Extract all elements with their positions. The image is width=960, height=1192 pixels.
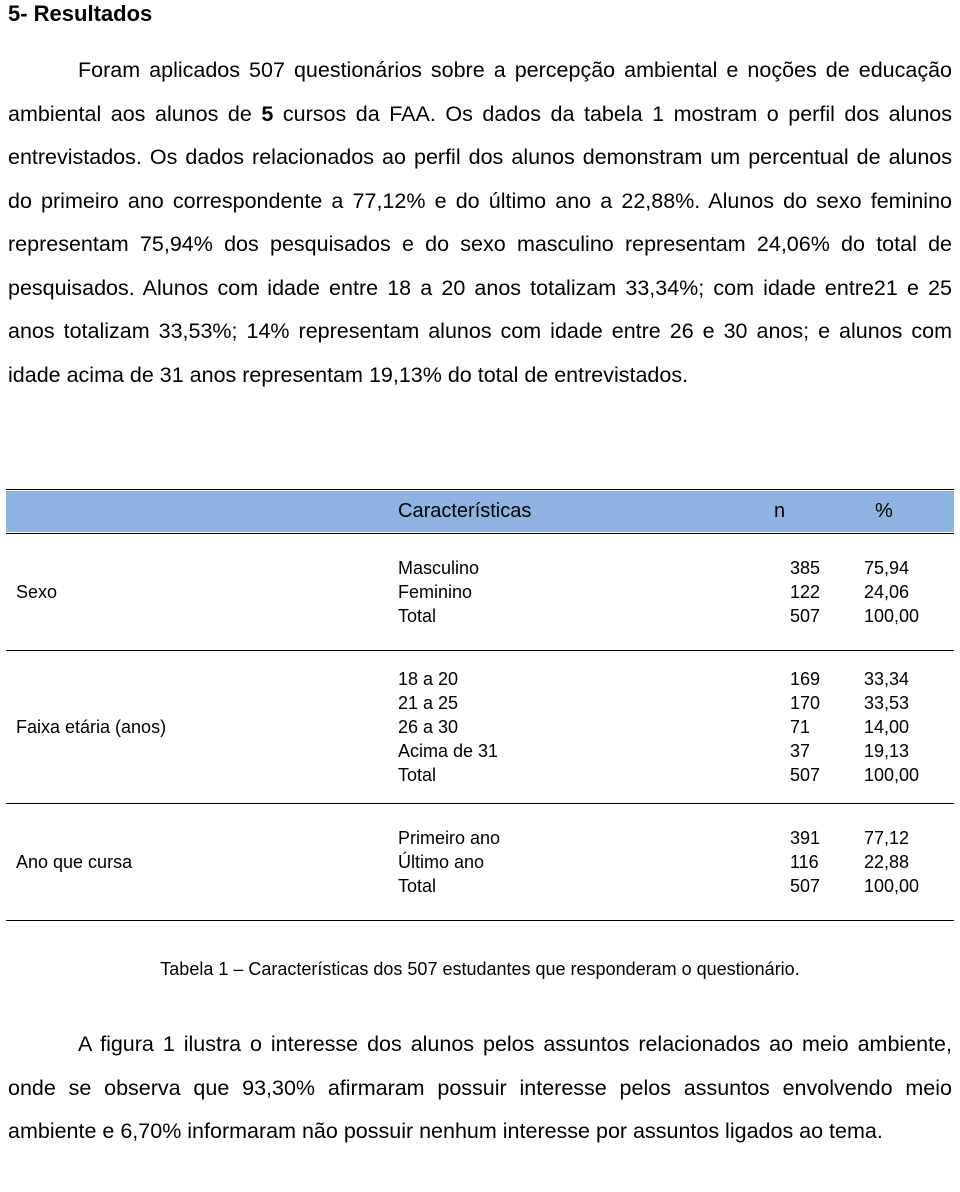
table-row [6, 604, 954, 628]
table-row [6, 874, 954, 898]
row-n: 507 [790, 765, 821, 785]
row-percent: 100,00 [864, 606, 920, 626]
row-label: Feminino [398, 582, 473, 602]
paragraph-2-text: A figura 1 ilustra o interesse dos alunos pelos assuntos relacionados ao meio ambiente, onde se observa que 93,30% afirmaram possuir interesse pelos assuntos envolvendo meio ambiente e 6,70% informaram não possuir nenhum interesse por assuntos ligados ao tema. [8, 1032, 952, 1143]
row-percent: 33,53 [864, 693, 910, 713]
row-n: 116 [790, 852, 819, 872]
table-row [6, 850, 954, 874]
row-label: Total [398, 876, 437, 896]
group-name: Sexo [16, 582, 58, 602]
row-n: 391 [790, 828, 821, 848]
row-label: Total [398, 606, 437, 626]
row-n: 169 [790, 669, 821, 689]
table-caption: Tabela 1 – Características dos 507 estudantes que responderam o questionário. [160, 959, 800, 979]
row-label: 21 a 25 [398, 693, 459, 713]
header-n: n [774, 500, 786, 522]
group-name: Faixa etária (anos) [16, 717, 167, 737]
table-row [6, 715, 954, 739]
table-row [6, 763, 954, 787]
row-label: Masculino [398, 558, 480, 578]
header-caracteristicas: Características [398, 500, 532, 522]
table-header [6, 489, 954, 534]
row-percent: 75,94 [864, 558, 910, 578]
row-label: Primeiro ano [398, 828, 501, 848]
group-faixa-etaria [6, 651, 954, 804]
row-label: Acima de 31 [398, 741, 499, 761]
row-n: 37 [790, 741, 811, 761]
row-percent: 100,00 [864, 765, 920, 785]
table-row [6, 826, 954, 850]
row-n: 385 [790, 558, 821, 578]
group-ano-que-cursa [6, 804, 954, 921]
table-row [6, 580, 954, 604]
row-percent: 100,00 [864, 876, 920, 896]
row-percent: 14,00 [864, 717, 910, 737]
group-name: Ano que cursa [16, 852, 133, 872]
paragraph-1-bold: 5 [261, 101, 274, 126]
table-row [6, 667, 954, 691]
row-n: 122 [790, 582, 821, 602]
row-percent: 24,06 [864, 582, 910, 602]
row-label: 18 a 20 [398, 669, 459, 689]
table-row [6, 691, 954, 715]
row-percent: 19,13 [864, 741, 910, 761]
row-label: 26 a 30 [398, 717, 459, 737]
paragraph-1-text-a: Foram aplicados 507 questionários sobre a percepção ambiental e noções de educação ambiental aos alunos de [8, 58, 952, 126]
results-paragraph-1 [8, 49, 952, 397]
results-table [6, 489, 954, 921]
section-heading: 5- Resultados [8, 1, 153, 26]
row-percent: 77,12 [864, 828, 910, 848]
row-n: 71 [790, 717, 811, 737]
results-paragraph-2 [8, 1023, 952, 1154]
group-sexo [6, 534, 954, 651]
row-label: Último ano [398, 852, 485, 872]
header-percent: % [875, 500, 893, 522]
row-n: 170 [790, 693, 821, 713]
row-n: 507 [790, 606, 821, 626]
table-row [6, 739, 954, 763]
paragraph-1-text-b: cursos da FAA. Os dados da tabela 1 mostram o perfil dos alunos entrevistados. Os dados relacionados ao perfil dos alunos demonstram um percentual de alunos do primeiro ano correspondente a 77,12% e do último ano a 22,88%. Alunos do sexo feminino representam 75,94% dos pesquisados e do sexo masculino representam 24,06% do total de pesquisados. Alunos com idade entre 18 a 20 anos totalizam 33,34%; com idade entre21 e 25 anos totalizam 33,53%; 14% representam alunos com idade entre 26 e 30 anos; e alunos com idade acima de 31 anos representam 19,13% do total de entrevistados. [8, 101, 952, 387]
row-label: Total [398, 765, 437, 785]
row-percent: 22,88 [864, 852, 910, 872]
row-n: 507 [790, 876, 821, 896]
row-percent: 33,34 [864, 669, 910, 689]
table-row [6, 556, 954, 580]
